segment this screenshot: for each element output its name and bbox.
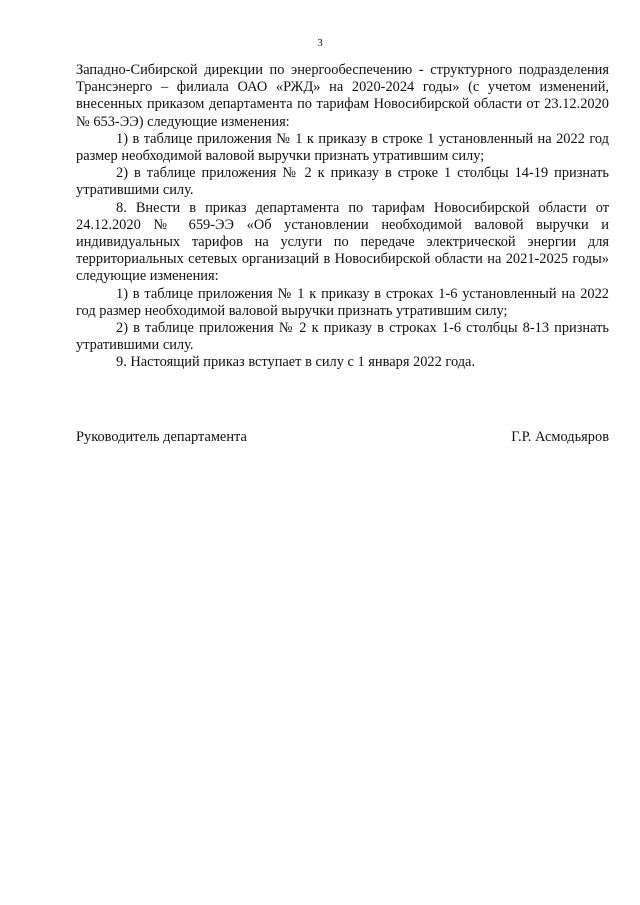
paragraph-9: 9. Настоящий приказ вступает в силу с 1 января 2022 года. <box>116 354 476 371</box>
paragraph-item-8-2: 2) в таблице приложения № 2 к приказу в строках 1-6 столбцы 8-13 признать утратившими силу. <box>76 320 609 354</box>
document-body <box>76 62 609 372</box>
paragraph-continuation: Западно-Сибирской дирекции по энергообеспечению - структурного подразделения Трансэнерго – филиала ОАО «РЖД» на 2020-2024 годы» (с учетом изменений, внесенных приказом департамента по тарифам Новосибирской области от 23.12.2020 № 653-ЭЭ) следующие изменения: <box>76 62 609 130</box>
paragraph-8: 8. Внести в приказ департамента по тарифам Новосибирской области от 24.12.2020 № 659-ЭЭ «Об установлении необходимой валовой выручки и индивидуальных тарифов на услуги по передаче электрической энергии для территориальных сетевых организаций в Новосибирской области на 2021-2025 годы» следующие изменения: <box>76 199 609 285</box>
signature-block <box>76 429 609 446</box>
signatory-name: Г.Р. Асмодьяров <box>511 429 609 445</box>
paragraph-item-7-1: 1) в таблице приложения № 1 к приказу в строке 1 установленный на 2022 год размер необходимой валовой выручки признать утратившим силу; <box>76 130 609 165</box>
page-number: 3 <box>317 37 323 49</box>
signatory-position: Руководитель департамента <box>76 429 247 445</box>
paragraph-item-8-1: 1) в таблице приложения № 1 к приказу в строках 1-6 установленный на 2022 год размер необходимой валовой выручки признать утратившим силу; <box>76 285 609 319</box>
paragraph-item-7-2: 2) в таблице приложения № 2 к приказу в строке 1 столбцы 14-19 признать утратившими силу. <box>76 165 609 199</box>
